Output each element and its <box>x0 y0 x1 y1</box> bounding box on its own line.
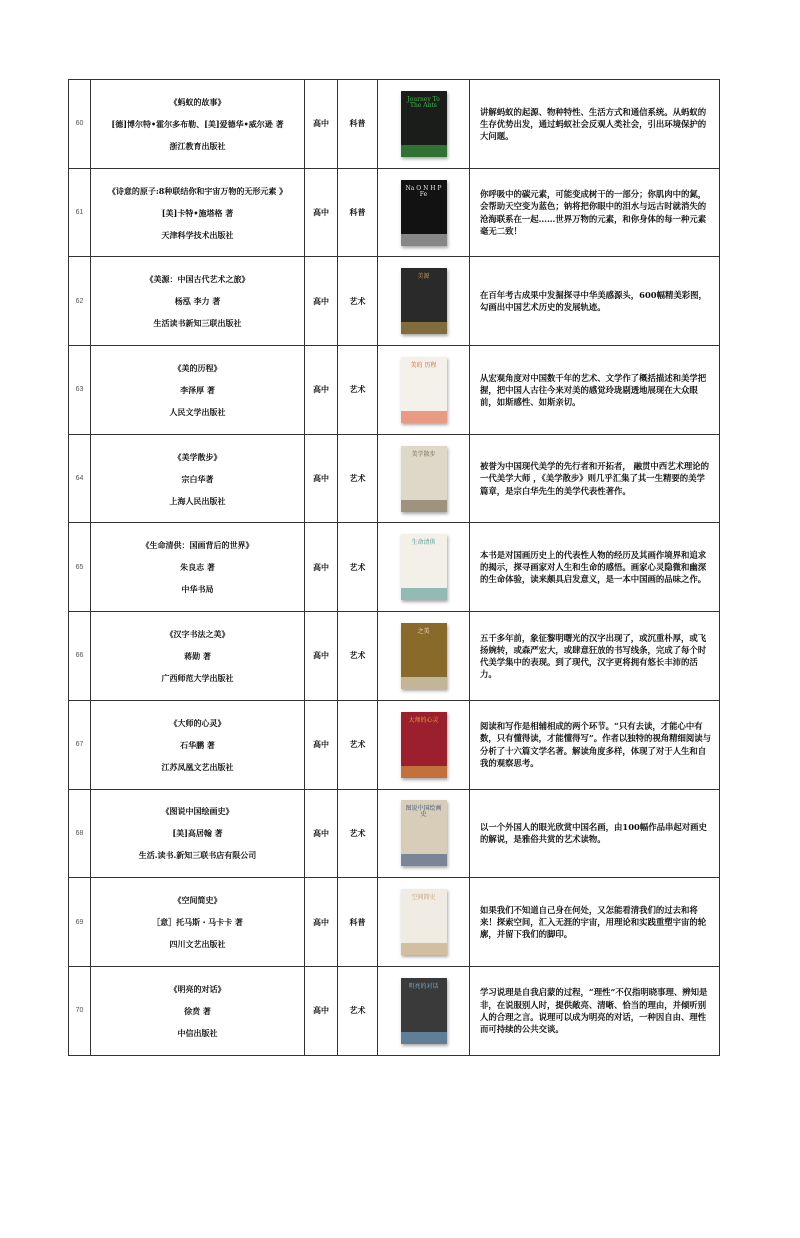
book-description: 从宏观角度对中国数千年的艺术、文学作了概括描述和美学把握，把中国人古往今来对美的感觉玲珑剔透地展现在大众眼前，如斯感性、如斯亲切。 <box>470 346 720 435</box>
book-title: 《诗意的原子:8种联结你和宇宙万物的无形元素 》 <box>107 185 288 196</box>
row-number: 66 <box>69 612 91 701</box>
table-row <box>69 612 720 701</box>
cover-bright-dialogue <box>401 978 447 1044</box>
book-publisher: 中华书局 <box>181 584 214 595</box>
book-info-cell <box>91 789 305 878</box>
cover-decoration <box>401 322 447 334</box>
cover-path-of-beauty <box>401 357 447 423</box>
book-description: 如果我们不知道自己身在何处，又怎能看清我们的过去和将来！探索空间，汇入无涯的宇宙，用理论和实践重塑宇宙的轮廓，并留下我们的脚印。 <box>470 878 720 967</box>
book-info-cell <box>91 523 305 612</box>
cover-title-text: 大师的心灵 <box>408 716 439 724</box>
row-number: 67 <box>69 700 91 789</box>
cover-aesthetic-walk <box>401 446 447 512</box>
table-row <box>69 257 720 346</box>
book-info-cell <box>91 80 305 169</box>
book-description: 本书是对国画历史上的代表性人物的经历及其画作境界和追求的揭示，探寻画家对人生和生命的感悟。画家心灵隐微和幽深的生命体验，读来颇具启发意义，是一本中国画的品味之作。 <box>470 523 720 612</box>
book-category: 艺术 <box>338 434 378 523</box>
book-publisher: 天津科学技术出版社 <box>161 229 234 240</box>
cover-chinese-painting-history <box>401 800 447 866</box>
cover-decoration <box>401 854 447 866</box>
reading-level: 高中 <box>305 700 338 789</box>
book-author: [美]卡特•施塔格 著 <box>161 207 234 218</box>
row-number: 70 <box>69 966 91 1055</box>
row-number: 62 <box>69 257 91 346</box>
book-info-cell <box>91 257 305 346</box>
book-author: 李泽厚 著 <box>180 384 215 395</box>
cover-cell <box>378 257 470 346</box>
cover-brief-history-of-space <box>401 889 447 955</box>
book-description: 在百年考古成果中发掘探寻中华美感源头，600幅精美彩图，勾画出中国艺术历史的发展轨迹。 <box>470 257 720 346</box>
book-category: 艺术 <box>338 789 378 878</box>
book-publisher: 上海人民出版社 <box>169 495 226 506</box>
table-row <box>69 80 720 169</box>
book-title: 《空间简史》 <box>173 895 222 906</box>
cover-title-text: 美学散步 <box>411 450 436 458</box>
cover-cell <box>378 612 470 701</box>
book-title: 《大师的心灵》 <box>169 717 226 728</box>
cover-title-text: 明亮的对话 <box>408 982 439 990</box>
book-author: 宗白华著 <box>181 473 214 484</box>
book-author: 杨泓 李力 著 <box>174 296 221 307</box>
book-title: 《蚂蚁的故事》 <box>169 96 226 107</box>
book-author: 蒋勋 著 <box>184 650 211 661</box>
book-description: 讲解蚂蚁的起源、物种特性、生活方式和通信系统。从蚂蚁的生存优势出发，通过蚂蚁社会反观人类社会，引出环境保护的大问题。 <box>470 80 720 169</box>
book-info-cell <box>91 168 305 257</box>
book-description: 被誉为中国现代美学的先行者和开拓者， 融贯中西艺术理论的一代美学大师 ，《美学散步》则几乎汇集了其一生精要的美学篇章，是宗白华先生的美学代表性著作。 <box>470 434 720 523</box>
book-title: 《美学散步》 <box>173 451 222 462</box>
cover-decoration <box>401 411 447 423</box>
cover-decoration <box>401 1032 447 1044</box>
cover-cell <box>378 878 470 967</box>
reading-level: 高中 <box>305 257 338 346</box>
book-author: 石华鹏 著 <box>180 739 215 750</box>
cover-meiyuan <box>401 268 447 334</box>
cover-decoration <box>401 145 447 157</box>
book-category: 艺术 <box>338 966 378 1055</box>
row-number: 60 <box>69 80 91 169</box>
book-description: 以一个外国人的眼光欣赏中国名画，由100幅作品串起对画史的解说，是雅俗共赏的艺术读物。 <box>470 789 720 878</box>
cover-title-text: Na O N H P Fe <box>405 184 442 198</box>
cover-life-offerings <box>401 534 447 600</box>
book-info-cell <box>91 878 305 967</box>
book-info-cell <box>91 966 305 1055</box>
cover-cell <box>378 789 470 878</box>
reading-level: 高中 <box>305 612 338 701</box>
book-info-cell <box>91 346 305 435</box>
book-description: 五千多年前，象征黎明曙光的汉字出现了，或沉重朴厚，或飞扬婉转，或森严宏大，或肆意狂放的书写线条，完成了每个时代美学集中的表现。到了现代，汉字更将拥有悠长丰沛的活力。 <box>470 612 720 701</box>
book-category: 艺术 <box>338 700 378 789</box>
reading-level: 高中 <box>305 878 338 967</box>
book-category: 艺术 <box>338 612 378 701</box>
reading-level: 高中 <box>305 80 338 169</box>
table-row <box>69 523 720 612</box>
book-publisher: 浙江教育出版社 <box>169 140 226 151</box>
book-title: 《生命清供：国画背后的世界》 <box>141 540 254 551</box>
book-author: 徐贲 著 <box>184 1005 211 1016</box>
cover-decoration <box>401 677 447 689</box>
book-author: [美]高居翰 著 <box>172 828 223 839</box>
cover-cell <box>378 168 470 257</box>
book-category: 科普 <box>338 80 378 169</box>
book-title: 《汉字书法之美》 <box>165 628 230 639</box>
table-row <box>69 878 720 967</box>
cover-title-text: 生命清供 <box>411 539 436 547</box>
cover-cell <box>378 80 470 169</box>
reading-level: 高中 <box>305 434 338 523</box>
table-row <box>69 434 720 523</box>
cover-decoration <box>401 588 447 600</box>
cover-cell <box>378 523 470 612</box>
cover-cell <box>378 346 470 435</box>
book-publisher: 广西师范大学出版社 <box>161 672 234 683</box>
book-category: 艺术 <box>338 346 378 435</box>
table-row <box>69 789 720 878</box>
book-publisher: 中信出版社 <box>177 1027 218 1038</box>
table-row <box>69 168 720 257</box>
table-row <box>69 700 720 789</box>
book-publisher: 江苏凤凰文艺出版社 <box>161 761 234 772</box>
row-number: 63 <box>69 346 91 435</box>
reading-level: 高中 <box>305 789 338 878</box>
reading-level: 高中 <box>305 966 338 1055</box>
row-number: 64 <box>69 434 91 523</box>
book-info-cell <box>91 700 305 789</box>
cover-cell <box>378 966 470 1055</box>
book-title: 《美的历程》 <box>173 362 222 373</box>
book-category: 艺术 <box>338 257 378 346</box>
book-publisher: 生活读书新知三联出版社 <box>153 318 242 329</box>
book-description: 阅读和写作是相辅相成的两个环节。“只有去读，才能心中有数，只有懂得读，才能懂得写”。作者以独特的视角精细阅读与分析了十六篇文学名著。解读角度多样，体现了对于人生和自我的观察思考。 <box>470 700 720 789</box>
book-title: 《明亮的对话》 <box>169 983 226 994</box>
cover-title-text: Journey To The Ants <box>407 95 440 109</box>
book-publisher: 四川文艺出版社 <box>169 939 226 950</box>
cover-poetic-atoms <box>401 180 447 246</box>
book-list-body <box>69 80 720 1056</box>
book-category: 艺术 <box>338 523 378 612</box>
cover-decoration <box>401 766 447 778</box>
cover-cell <box>378 434 470 523</box>
table-row <box>69 966 720 1055</box>
cover-title-text: 图说中国绘画史 <box>405 805 442 819</box>
book-info-cell <box>91 612 305 701</box>
book-publisher: 生活.读书.新知三联书店有限公司 <box>138 850 257 861</box>
book-category: 科普 <box>338 878 378 967</box>
cover-title-text: 之美 <box>417 627 430 635</box>
cover-cell <box>378 700 470 789</box>
book-publisher: 人民文学出版社 <box>169 406 226 417</box>
cover-title-text: 美源 <box>417 273 430 281</box>
row-number: 68 <box>69 789 91 878</box>
book-description: 你呼吸中的碳元素，可能变成树干的一部分；你肌肉中的氮，会帮助天空变为蓝色；钠将把你眼中的泪水与远古时就消失的沧海联系在一起……世界万物的元素，和你身体的每一种元素毫无二致！ <box>470 168 720 257</box>
cover-journey-to-the-ants <box>401 91 447 157</box>
cover-masters-mind <box>401 712 447 778</box>
book-author: 朱良志 著 <box>180 562 215 573</box>
cover-title-text: 空间简史 <box>411 894 436 902</box>
reading-level: 高中 <box>305 168 338 257</box>
row-number: 65 <box>69 523 91 612</box>
book-info-cell <box>91 434 305 523</box>
cover-decoration <box>401 500 447 512</box>
book-category: 科普 <box>338 168 378 257</box>
cover-title-text: 美的 历程 <box>410 361 437 369</box>
row-number: 69 <box>69 878 91 967</box>
book-title: 《美源：中国古代艺术之旅》 <box>145 274 250 285</box>
book-description: 学习说理是自我启蒙的过程，“理性”不仅指明晓事理、辨知是非，在说服别人时，提供敞亮、清晰、恰当的理由，并倾听别人的合理之言。说理可以成为明亮的对话，一种因自由、理性而可持续的公共交谈。 <box>470 966 720 1055</box>
reading-level: 高中 <box>305 346 338 435</box>
book-author: [德]博尔特•霍尔多布勒、[美]爱德华•威尔逊 著 <box>111 118 284 129</box>
book-list-table <box>68 79 720 1056</box>
book-title: 《图说中国绘画史》 <box>161 806 234 817</box>
reading-level: 高中 <box>305 523 338 612</box>
table-row <box>69 346 720 435</box>
cover-decoration <box>401 943 447 955</box>
book-author: ［意］托马斯・马卡卡 著 <box>152 917 243 928</box>
row-number: 61 <box>69 168 91 257</box>
cover-decoration <box>401 234 447 246</box>
cover-calligraphy-beauty <box>401 623 447 689</box>
